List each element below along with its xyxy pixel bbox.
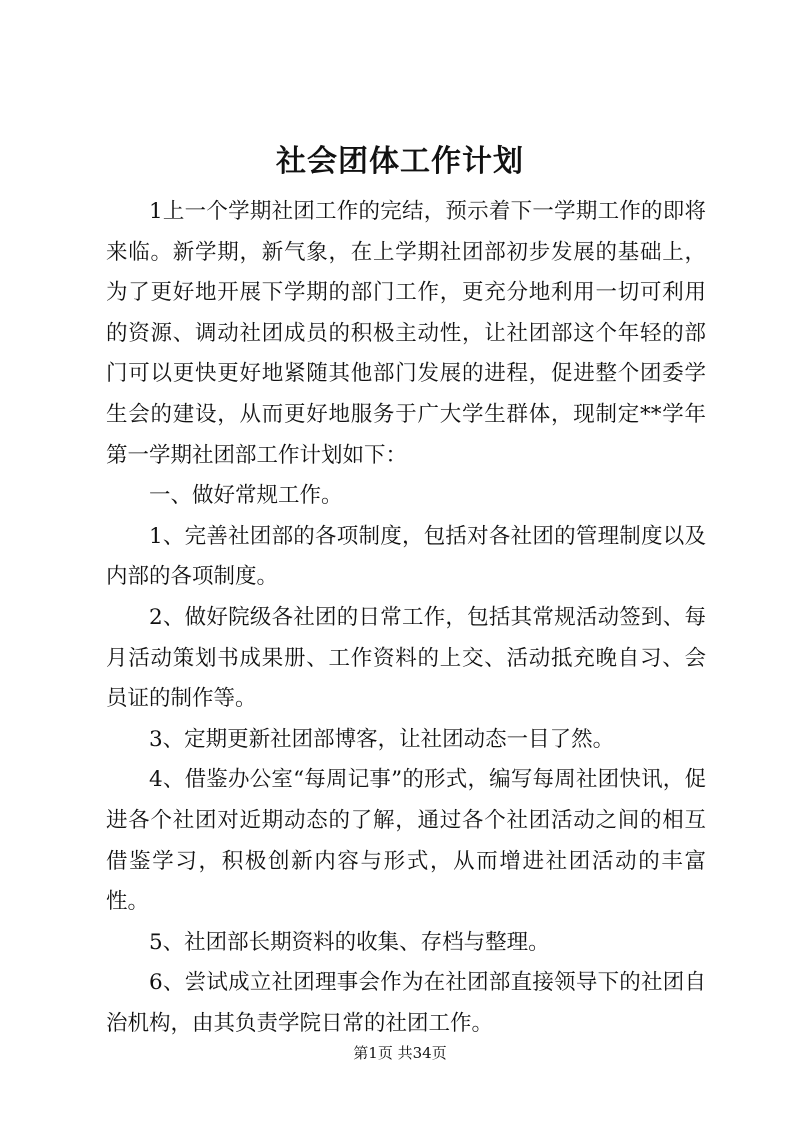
- paragraph-intro: 1上一个学期社团工作的完结，预示着下一学期工作的即将来临。新学期，新气象，在上学期社团部初步发展的基础上，为了更好地开展下学期的部门工作，更充分地利用一切可利用的资源、调动社团成员的积极主动性，让社团部这个年轻的部门可以更快更好地紧随其他部门发展的进程，促进整个团委学生会的建设，从而更好地服务于广大学生群体，现制定**学年第一学期社团部工作计划如下：: [106, 199, 706, 468]
- paragraph-item-2: 2、做好院级各社团的日常工作，包括其常规活动签到、每月活动策划书成果册、工作资料的上交、活动抵充晚自习、会员证的制作等。: [106, 604, 706, 712]
- document-body: [106, 192, 706, 1044]
- paragraph-item-1: 1、完善社团部的各项制度，包括对各社团的管理制度以及内部的各项制度。: [106, 523, 706, 590]
- paragraph-item-6: 6、尝试成立社团理事会作为在社团部直接领导下的社团自治机构，由其负责学院日常的社团工作。: [106, 970, 706, 1036]
- paragraph-item-5: 5、社团部长期资料的收集、存档与整理。: [149, 929, 550, 955]
- paragraph-item-3: 3、定期更新社团部博客，让社团动态一目了然。: [149, 726, 615, 752]
- paragraph-section-heading: 一、做好常规工作。: [149, 483, 343, 509]
- page-number-footer: 第1页 共34页: [353, 1044, 447, 1062]
- paragraph-item-4: 4、借鉴办公室“每周记事”的形式，编写每周社团快讯，促进各个社团对近期动态的了解，通过各个社团活动之间的相互借鉴学习，积极创新内容与形式，从而增进社团活动的丰富性。: [106, 767, 706, 915]
- document-title: 社会团体工作计划: [276, 144, 524, 179]
